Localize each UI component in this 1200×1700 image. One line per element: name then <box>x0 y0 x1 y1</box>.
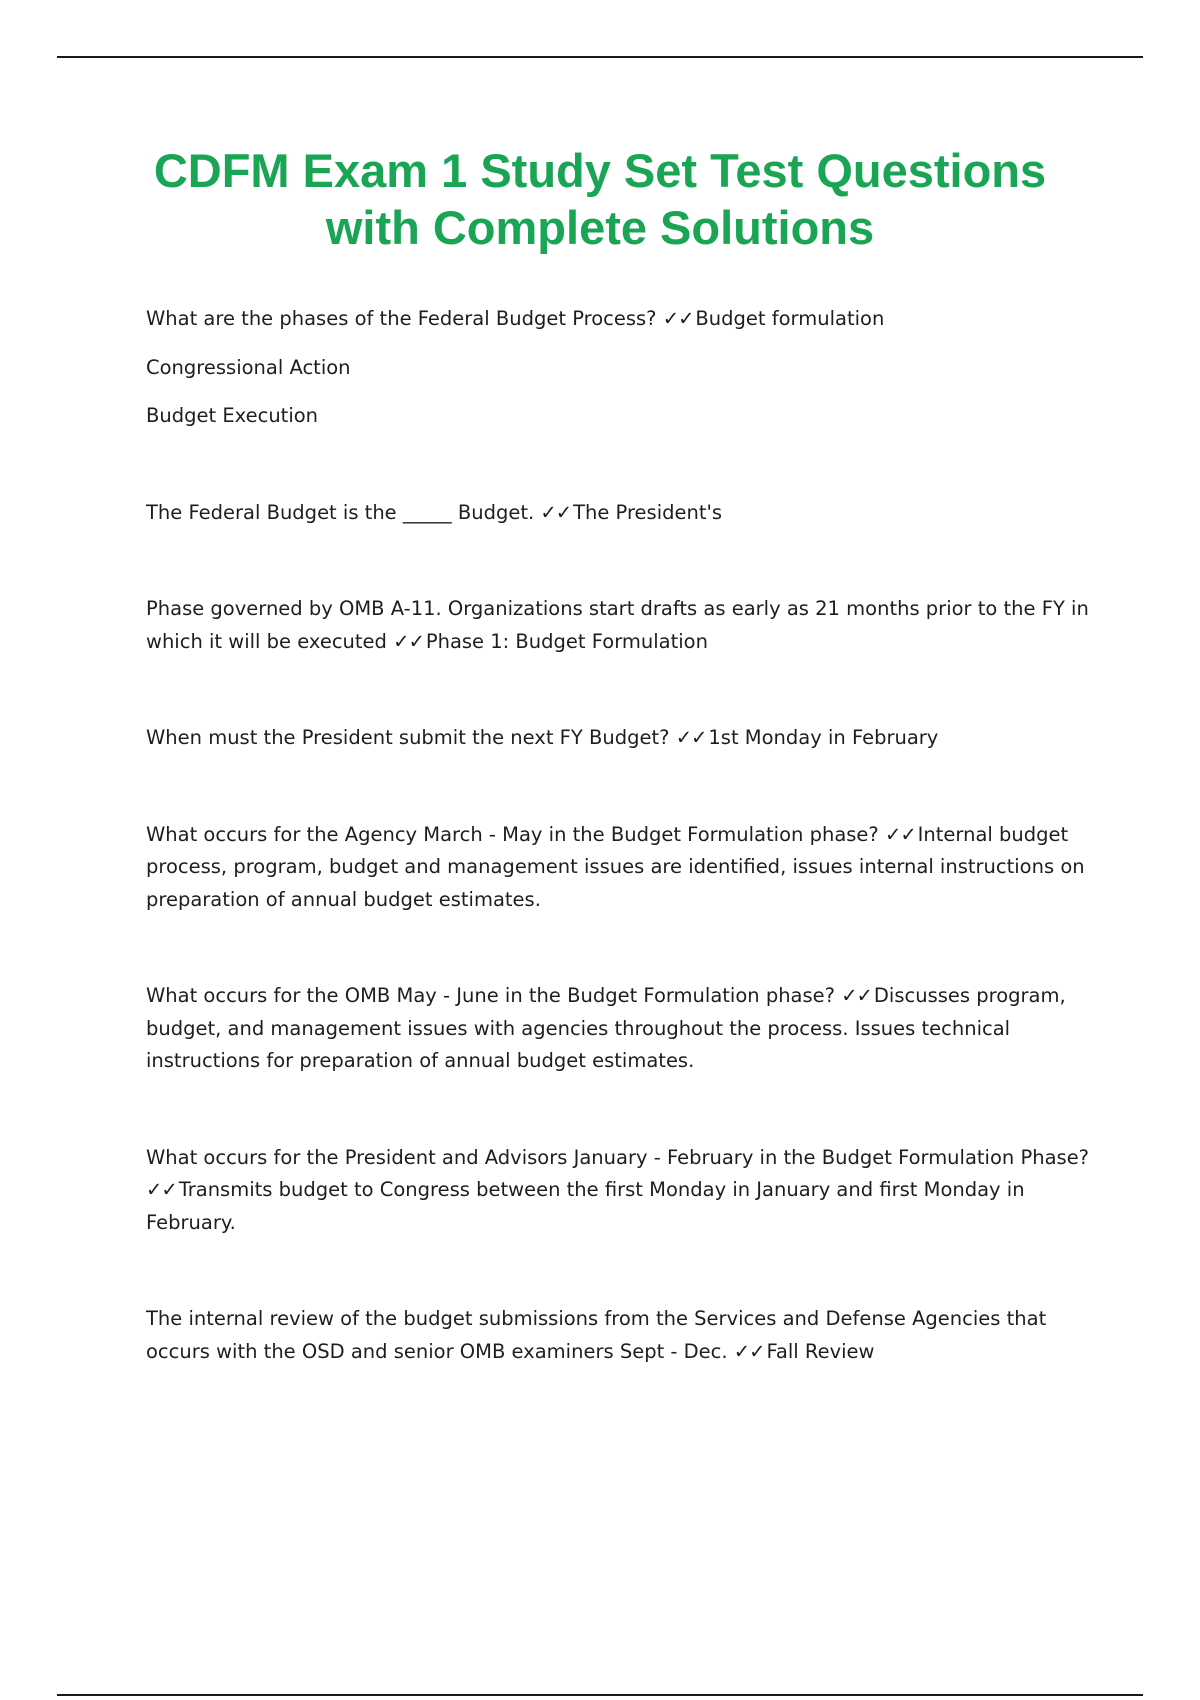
qa-text <box>146 497 1096 530</box>
question-text: When must the President submit the next FY Budget? <box>146 726 670 749</box>
title-line-2: with Complete Solutions <box>325 201 875 254</box>
question-text: The internal review of the budget submissions from the Services and Defense Agencies that occurs with the OSD and senior OMB examiners Sept - Dec. <box>146 1307 1047 1363</box>
double-check-icon: ✓✓ <box>662 307 694 330</box>
double-check-icon: ✓✓ <box>733 1339 765 1363</box>
qa-item-1 <box>146 303 1096 433</box>
title-line-1: CDFM Exam 1 Study Set Test Questions <box>153 144 1047 197</box>
double-check-icon: ✓✓ <box>675 726 707 749</box>
answer-continuation: Budget Execution <box>146 404 319 427</box>
qa-text <box>146 303 1096 336</box>
answer-text: Discusses program, budget, and management issues with agencies throughout the process. Issues technical instructions for preparation of annual budget estimates. <box>146 984 1066 1072</box>
question-text: What occurs for the Agency March - May in the Budget Formulation phase? <box>146 822 879 846</box>
question-text: What occurs for the President and Advisors January - February in the Budget Formulation Phase? <box>146 1145 1090 1169</box>
answer-text: Budget formulation <box>695 307 885 330</box>
answer-text: 1st Monday in February <box>708 726 939 749</box>
qa-item-6 <box>146 980 1096 1078</box>
qa-item-7 <box>146 1142 1096 1240</box>
bottom-divider <box>57 1694 1143 1696</box>
double-check-icon: ✓✓ <box>841 984 872 1007</box>
qa-text <box>146 819 1096 917</box>
qa-text <box>146 593 1096 658</box>
page-title <box>100 142 1100 256</box>
question-text: The Federal Budget is the _____ Budget. <box>146 500 535 524</box>
qa-item-8 <box>146 1303 1096 1368</box>
qa-text <box>146 1303 1096 1368</box>
answer-text: Fall Review <box>766 1339 875 1363</box>
qa-text <box>146 722 1096 755</box>
qa-item-3 <box>146 593 1096 658</box>
double-check-icon: ✓✓ <box>393 629 424 653</box>
qa-text <box>146 980 1096 1078</box>
qa-item-5 <box>146 819 1096 917</box>
question-text: What are the phases of the Federal Budget Process? <box>146 307 657 330</box>
qa-list <box>146 303 1096 1368</box>
question-text: Phase governed by OMB A-11. Organizations start drafts as early as 21 months prior to the FY in which it will be executed <box>146 597 1089 653</box>
answer-continuation: Congressional Action <box>146 355 351 379</box>
answer-text: Internal budget process, program, budget and management issues are identified, issues internal instructions on preparation of annual budget estimates. <box>146 822 1085 911</box>
qa-text <box>146 1142 1096 1240</box>
qa-item-2 <box>146 497 1096 530</box>
top-divider <box>57 56 1143 58</box>
answer-text: Transmits budget to Congress between the first Monday in January and first Monday in February. <box>146 1178 1025 1234</box>
double-check-icon: ✓✓ <box>146 1178 177 1201</box>
answer-text: Phase 1: Budget Formulation <box>425 629 708 653</box>
double-check-icon: ✓✓ <box>884 822 916 846</box>
question-text: What occurs for the OMB May - June in the Budget Formulation phase? <box>146 984 836 1007</box>
double-check-icon: ✓✓ <box>540 500 572 524</box>
qa-item-4 <box>146 722 1096 755</box>
answer-text: The President's <box>573 500 723 524</box>
